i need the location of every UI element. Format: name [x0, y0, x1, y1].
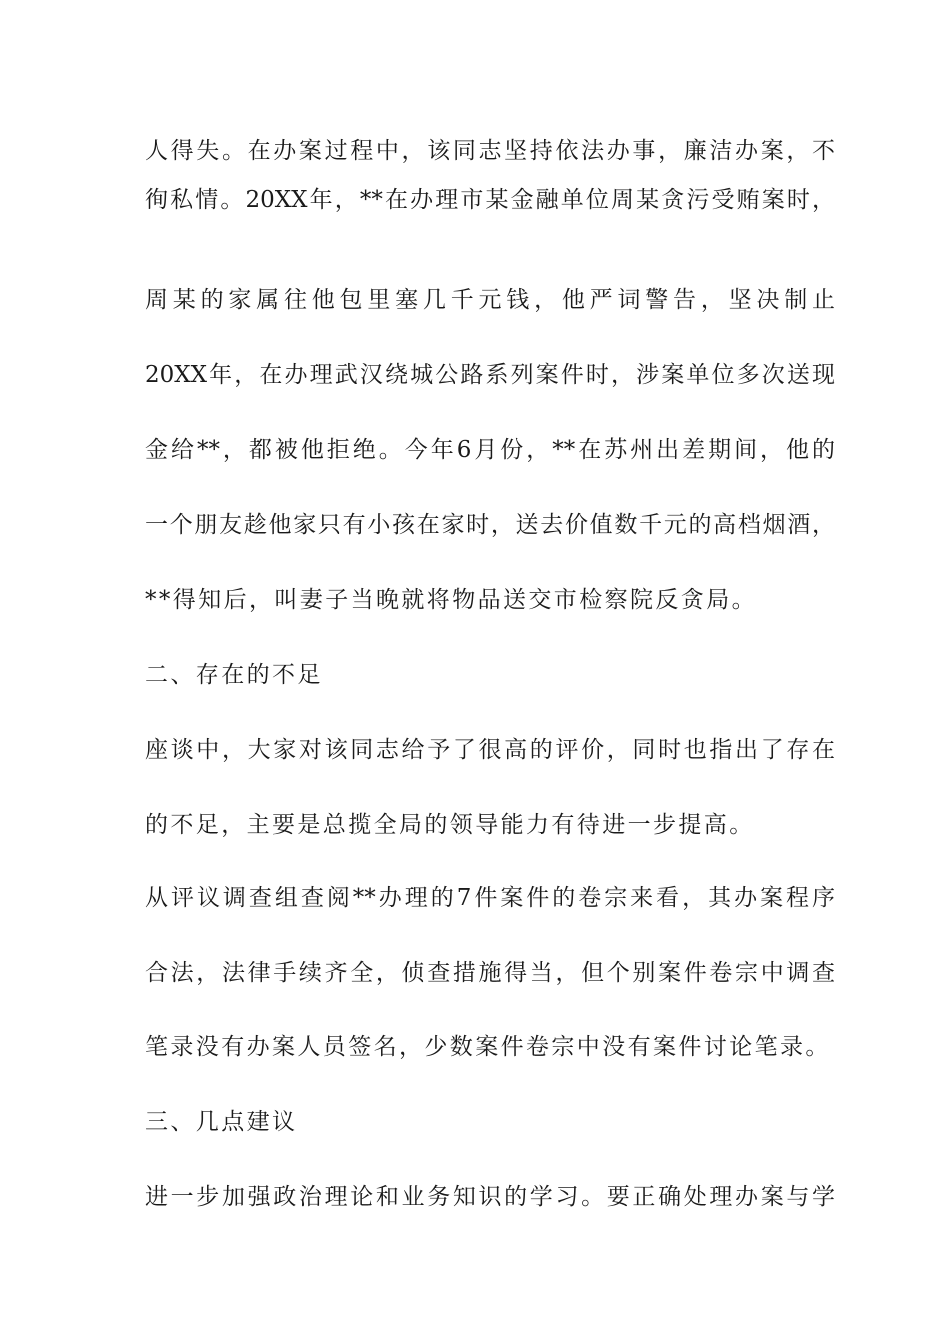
paragraph-line: 合法，法律手续齐全，侦查措施得当，但个别案件卷宗中调查 [145, 960, 835, 986]
paragraph-line: **得知后，叫妻子当晚就将物品送交市检察院反贪局。 [145, 587, 757, 613]
section-heading: 三、几点建议 [145, 1109, 298, 1135]
paragraph-line: 20XX年，在办理武汉绕城公路系列案件时，涉案单位多次送现 [145, 362, 835, 388]
paragraph-line: 进一步加强政治理论和业务知识的学习。要正确处理办案与学 [145, 1184, 835, 1210]
paragraph-line: 笔录没有办案人员签名，少数案件卷宗中没有案件讨论笔录。 [145, 1034, 831, 1060]
paragraph-line: 的不足，主要是总揽全局的领导能力有待进一步提高。 [145, 812, 755, 838]
section-heading: 二、存在的不足 [145, 662, 323, 688]
paragraph-line: 座谈中，大家对该同志给予了很高的评价，同时也指出了存在 [145, 737, 835, 763]
paragraph-line: 从评议调查组查阅**办理的7件案件的卷宗来看，其办案程序 [145, 885, 835, 911]
paragraph-line: 一个朋友趁他家只有小孩在家时，送去价值数千元的高档烟酒， [145, 512, 835, 538]
paragraph-line: 人得失。在办案过程中，该同志坚持依法办事，廉洁办案，不 [145, 138, 835, 164]
paragraph-line: 金给**，都被他拒绝。今年6月份，**在苏州出差期间，他的 [145, 437, 835, 463]
paragraph-line: 周某的家属往他包里塞几千元钱，他严词警告，坚决制止 [145, 287, 835, 313]
paragraph-line: 徇私情。20XX年，**在办理市某金融单位周某贪污受贿案时， [145, 187, 835, 213]
